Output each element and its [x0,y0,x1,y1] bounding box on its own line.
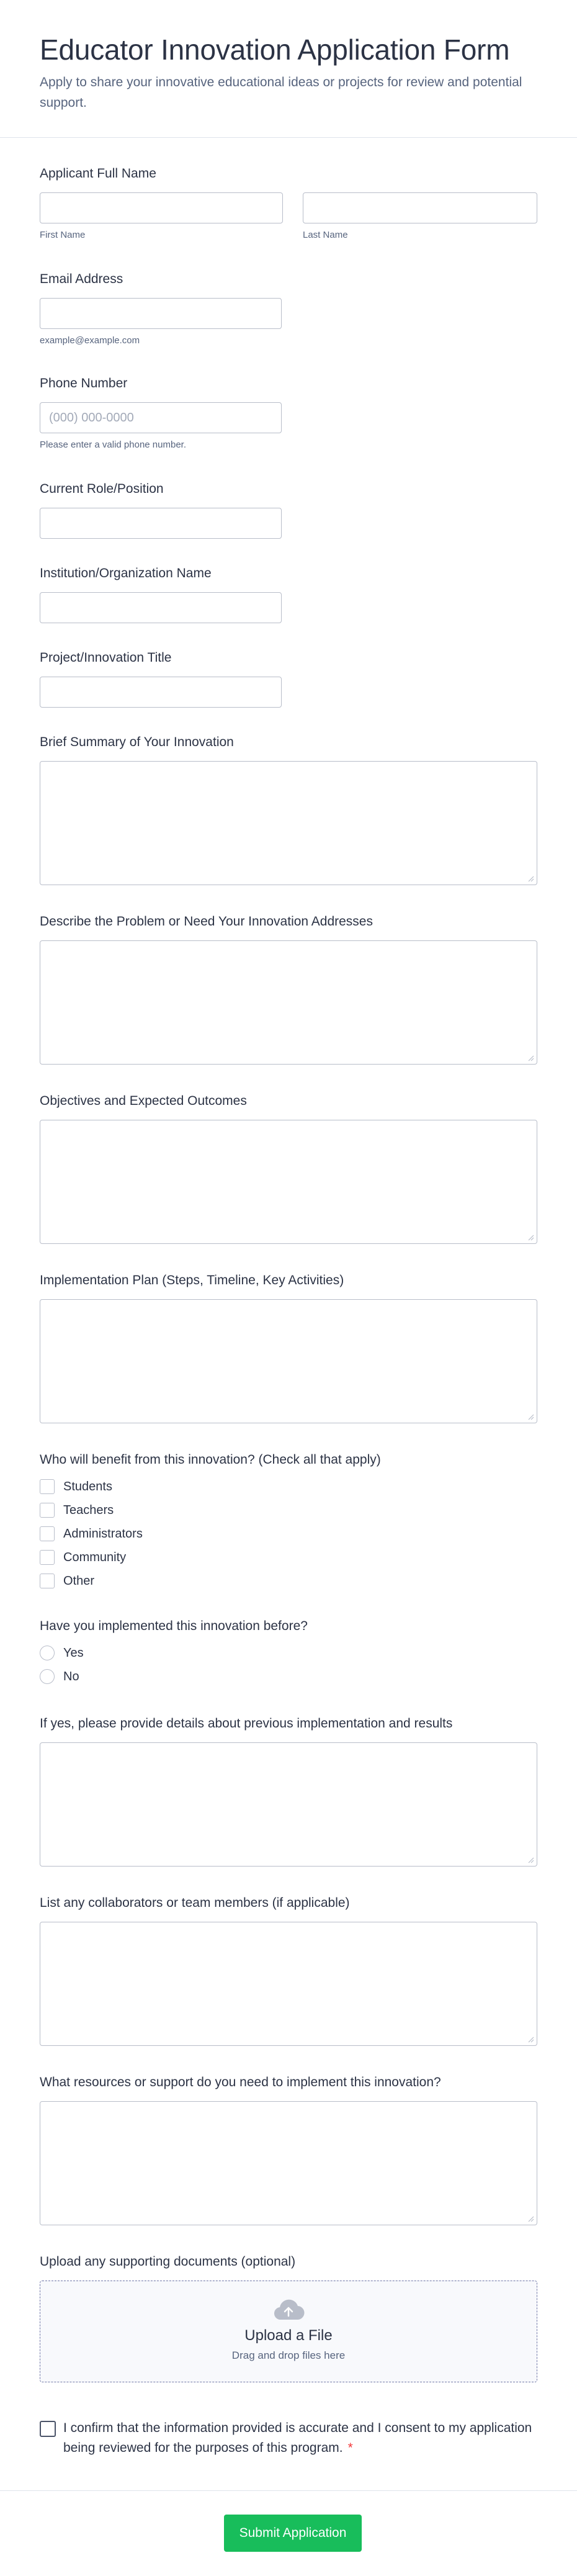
first-name-input[interactable] [40,192,283,223]
radio-button[interactable] [40,1646,55,1660]
project-title-label: Project/Innovation Title [40,651,172,665]
implemented-field [40,1618,537,1688]
upload-title: Upload a File [244,2327,333,2344]
beneficiary-option-community[interactable]: Community [40,1546,537,1569]
institution-input[interactable] [40,592,282,623]
first-name-sublabel: First Name [40,230,86,240]
resize-grip-icon[interactable] [527,2215,534,2222]
email-sublabel: example@example.com [40,335,140,346]
checkbox[interactable] [40,1550,55,1565]
collaborators-field [40,1894,537,2046]
form-title: Educator Innovation Application Form [40,34,510,66]
form-subtitle: Apply to share your innovative educational ideas or projects for review and potential support. [40,75,522,110]
consent-option[interactable] [40,2418,537,2458]
summary-label: Brief Summary of Your Innovation [40,735,234,749]
email-field [40,271,537,346]
consent-checkbox[interactable] [40,2421,56,2437]
phone-label: Phone Number [40,376,128,390]
phone-sublabel: Please enter a valid phone number. [40,439,186,450]
full-name-field [40,165,537,241]
summary-field [40,734,537,885]
summary-textarea[interactable] [40,761,537,885]
collaborators-label: List any collaborators or team members (if applicable) [40,1896,350,1910]
resize-grip-icon[interactable] [527,1413,534,1420]
form-header [0,0,577,138]
plan-textarea[interactable] [40,1299,537,1423]
checkbox[interactable] [40,1479,55,1494]
full-name-label: Applicant Full Name [40,166,156,181]
institution-field [40,565,537,623]
resize-grip-icon[interactable] [527,1233,534,1241]
resize-grip-icon[interactable] [527,1856,534,1863]
beneficiary-option-teachers[interactable]: Teachers [40,1498,537,1522]
beneficiary-option-students[interactable]: Students [40,1475,537,1498]
last-name-input[interactable] [303,192,537,223]
consent-field [40,2418,537,2458]
objectives-label: Objectives and Expected Outcomes [40,1094,247,1108]
beneficiary-option-administrators[interactable]: Administrators [40,1522,537,1546]
previous-label: If yes, please provide details about previous implementation and results [40,1716,453,1731]
file-dropzone[interactable] [40,2281,537,2382]
implemented-label: Have you implemented this innovation before? [40,1619,308,1633]
checkbox[interactable] [40,1503,55,1518]
submit-button[interactable]: Submit Application [224,2515,362,2552]
resources-field [40,2074,537,2225]
email-label: Email Address [40,272,123,286]
upload-label: Upload any supporting documents (optional) [40,2254,296,2269]
implemented-option-yes[interactable]: Yes [40,1641,537,1665]
plan-field [40,1272,537,1423]
objectives-textarea[interactable] [40,1120,537,1244]
problem-field [40,913,537,1065]
phone-field [40,375,537,451]
resize-grip-icon[interactable] [527,2035,534,2043]
last-name-sublabel: Last Name [303,230,348,240]
radio-button[interactable] [40,1669,55,1684]
problem-label: Describe the Problem or Need Your Innovation Addresses [40,914,373,929]
institution-label: Institution/Organization Name [40,566,212,580]
phone-input[interactable] [40,402,282,433]
required-mark: * [347,2441,353,2455]
role-input[interactable] [40,508,282,539]
plan-label: Implementation Plan (Steps, Timeline, Key Activities) [40,1273,344,1287]
previous-textarea[interactable] [40,1742,537,1867]
beneficiaries-label: Who will benefit from this innovation? (Check all that apply) [40,1452,381,1467]
role-label: Current Role/Position [40,482,164,496]
role-field [40,480,537,539]
collaborators-textarea[interactable] [40,1922,537,2046]
project-title-input[interactable] [40,677,282,708]
objectives-field [40,1092,537,1244]
consent-text: I confirm that the information provided is accurate and I consent to my application being reviewed for the purposes of this program. [63,2421,532,2455]
beneficiary-option-other[interactable]: Other [40,1569,537,1593]
implemented-option-no[interactable]: No [40,1665,537,1688]
resize-grip-icon[interactable] [527,1054,534,1061]
previous-field [40,1715,537,1867]
problem-textarea[interactable] [40,940,537,1065]
resources-label: What resources or support do you need to implement this innovation? [40,2075,441,2089]
checkbox[interactable] [40,1526,55,1541]
upload-hint: Drag and drop files here [231,2349,346,2361]
form-footer [0,2490,577,2576]
cloud-upload-icon [272,2299,305,2321]
upload-field [40,2253,537,2382]
resize-grip-icon[interactable] [527,875,534,882]
project-title-field [40,649,537,708]
resources-textarea[interactable] [40,2101,537,2225]
beneficiaries-field [40,1451,537,1593]
email-input[interactable] [40,298,282,329]
checkbox[interactable] [40,1574,55,1588]
